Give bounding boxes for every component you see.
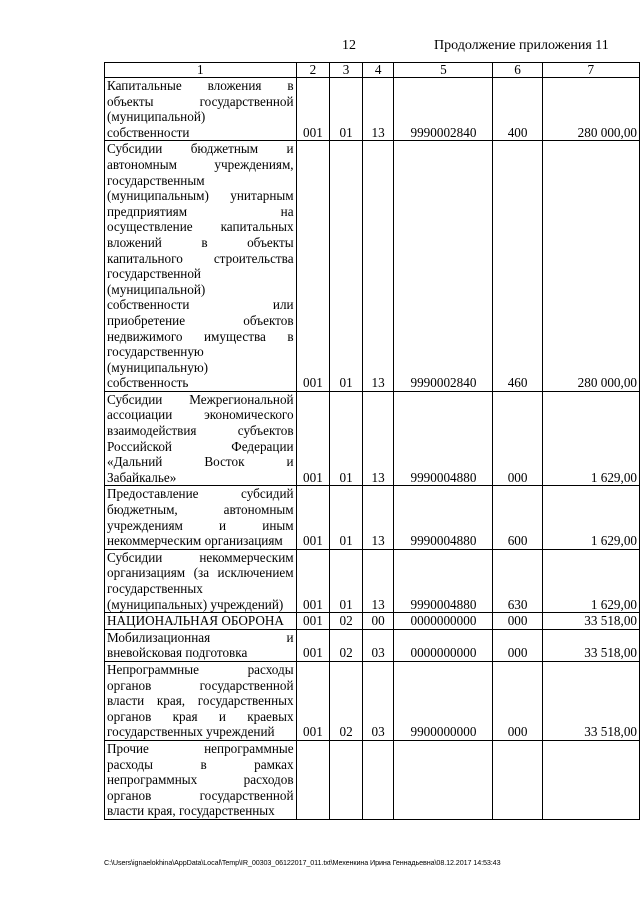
section-cell: 01: [330, 141, 363, 392]
row-name-cell: [105, 613, 297, 630]
section-cell: 01: [330, 391, 363, 486]
section-cell: 01: [330, 78, 363, 141]
subsection-cell: 03: [362, 629, 394, 661]
target-cell: 9990004880: [394, 486, 493, 549]
row-name-line: Субсидии Межрегиональной: [107, 391, 294, 407]
code-cell: [296, 740, 330, 819]
row-name-line: органов государственной: [107, 787, 294, 803]
row-name-line: недвижимого имущества в: [107, 328, 294, 344]
budget-table: [104, 62, 640, 820]
row-name-line: приобретение объектов: [107, 312, 294, 328]
row-name-line: Субсидии некоммерческим: [107, 549, 294, 565]
code-cell: 001: [296, 629, 330, 661]
row-name-line: (муниципальную): [107, 359, 209, 375]
target-cell: 9990002840: [394, 141, 493, 392]
section-cell: 02: [330, 661, 363, 740]
target-cell: 9990004880: [394, 391, 493, 486]
target-cell: 0000000000: [394, 613, 493, 630]
row-name-line: некоммерческим организациям: [107, 533, 283, 549]
section-cell: [330, 740, 363, 819]
row-name-cell: [105, 661, 297, 740]
row-name-line: бюджетным, автономным: [107, 502, 294, 518]
row-name-line: НАЦИОНАЛЬНАЯ ОБОРОНА: [107, 613, 284, 629]
column-header: 6: [493, 63, 542, 78]
row-name-line: предприятиям на: [107, 203, 294, 219]
row-name-line: органов государственной: [107, 677, 294, 693]
column-header: 1: [105, 63, 297, 78]
section-cell: 01: [330, 549, 363, 612]
table-row: [105, 740, 640, 819]
row-name-line: Капитальные вложения в: [107, 78, 294, 93]
amount-cell: 280 000,00: [542, 141, 639, 392]
row-name-line: собственности: [107, 124, 190, 140]
row-name-line: государственную: [107, 344, 204, 360]
row-name-cell: [105, 740, 297, 819]
row-name-cell: [105, 78, 297, 141]
type-cell: 000: [493, 661, 542, 740]
code-cell: 001: [296, 486, 330, 549]
target-cell: 9900000000: [394, 661, 493, 740]
row-name-line: Забайкалье»: [107, 469, 177, 485]
row-name-line: учреждениям и иным: [107, 517, 294, 533]
row-name-cell: [105, 141, 297, 392]
table-row: [105, 661, 640, 740]
column-header: 2: [296, 63, 330, 78]
target-cell: 9990002840: [394, 78, 493, 141]
row-name-line: взаимодействия субъектов: [107, 423, 294, 439]
type-cell: 460: [493, 141, 542, 392]
row-name-cell: [105, 629, 297, 661]
subsection-cell: 13: [362, 549, 394, 612]
row-name-line: государственной: [107, 266, 201, 282]
row-name-line: Российской Федерации: [107, 438, 294, 454]
amount-cell: 280 000,00: [542, 78, 639, 141]
code-cell: 001: [296, 549, 330, 612]
table-row: [105, 486, 640, 549]
target-cell: 9990004880: [394, 549, 493, 612]
section-cell: 02: [330, 613, 363, 630]
row-name-line: «Дальний Восток и: [107, 454, 294, 470]
column-header: 4: [362, 63, 394, 78]
row-name-cell: [105, 486, 297, 549]
subsection-cell: 13: [362, 141, 394, 392]
table-row: [105, 391, 640, 486]
amount-cell: 33 518,00: [542, 629, 639, 661]
type-cell: 000: [493, 613, 542, 630]
target-cell: 0000000000: [394, 629, 493, 661]
row-name-line: собственности или: [107, 297, 294, 313]
row-name-line: непрограммных расходов: [107, 772, 294, 788]
row-name-line: (муниципальной): [107, 109, 206, 125]
type-cell: 600: [493, 486, 542, 549]
row-name-line: государственных: [107, 581, 203, 596]
target-cell: [394, 740, 493, 819]
row-name-line: автономным учреждениям,: [107, 156, 294, 172]
row-name-line: органов края и краевых: [107, 708, 294, 724]
header-row: [105, 63, 640, 78]
amount-cell: 1 629,00: [542, 486, 639, 549]
subsection-cell: 13: [362, 78, 394, 141]
amount-cell: [542, 740, 639, 819]
row-name-line: вневойсковая подготовка: [107, 645, 248, 661]
row-name-line: власти края, государственных: [107, 693, 294, 709]
row-name-line: государственным: [107, 172, 205, 188]
row-name-line: Непрограммные расходы: [107, 661, 294, 677]
row-name-line: (муниципальной): [107, 281, 206, 297]
row-name-line: Предоставление субсидий: [107, 486, 294, 502]
continuation-heading: Продолжение приложения 11: [434, 38, 609, 53]
subsection-cell: 03: [362, 661, 394, 740]
code-cell: 001: [296, 391, 330, 486]
code-cell: 001: [296, 141, 330, 392]
amount-cell: 33 518,00: [542, 613, 639, 630]
table-row: [105, 613, 640, 630]
type-cell: 630: [493, 549, 542, 612]
column-header: 7: [542, 63, 639, 78]
amount-cell: 33 518,00: [542, 661, 639, 740]
row-name-line: объекты государственной: [107, 93, 294, 109]
table-row: [105, 549, 640, 612]
amount-cell: 1 629,00: [542, 549, 639, 612]
row-name-line: расходы в рамках: [107, 756, 294, 772]
row-name-line: (муниципальным) унитарным: [107, 188, 294, 204]
footer-path: C:\Users\ignaelokhina\AppData\Local\Temp\IR_00303_06122017_011.txt\Мехенкина Ирина Геннадьевна\08.12.2017 14:53:43: [104, 858, 501, 867]
section-cell: 01: [330, 486, 363, 549]
row-name-line: капитального строительства: [107, 250, 294, 266]
row-name-line: вложений в объекты: [107, 234, 294, 250]
row-name-line: власти края, государственных: [107, 803, 275, 819]
amount-cell: 1 629,00: [542, 391, 639, 486]
row-name-line: Субсидии бюджетным и: [107, 141, 294, 157]
code-cell: 001: [296, 661, 330, 740]
section-cell: 02: [330, 629, 363, 661]
type-cell: 000: [493, 629, 542, 661]
column-header: 5: [394, 63, 493, 78]
row-name-line: Прочие непрограммные: [107, 740, 294, 756]
subsection-cell: [362, 740, 394, 819]
table-row: [105, 78, 640, 141]
table-row: [105, 141, 640, 392]
row-name-line: организациям (за исключением: [107, 565, 294, 581]
row-name-line: Мобилизационная и: [107, 629, 294, 645]
code-cell: 001: [296, 613, 330, 630]
row-name-cell: [105, 549, 297, 612]
row-name-line: ассоциации экономического: [107, 407, 294, 423]
subsection-cell: 13: [362, 486, 394, 549]
type-cell: 000: [493, 391, 542, 486]
subsection-cell: 00: [362, 613, 394, 630]
page-number: 12: [342, 38, 356, 53]
type-cell: [493, 740, 542, 819]
code-cell: 001: [296, 78, 330, 141]
row-name-line: государственных учреждений: [107, 724, 275, 740]
row-name-line: (муниципальных) учреждений): [107, 596, 284, 612]
type-cell: 400: [493, 78, 542, 141]
row-name-cell: [105, 391, 297, 486]
subsection-cell: 13: [362, 391, 394, 486]
table-row: [105, 629, 640, 661]
row-name-line: собственность: [107, 375, 189, 391]
row-name-line: осуществление капитальных: [107, 219, 294, 235]
column-header: 3: [330, 63, 363, 78]
